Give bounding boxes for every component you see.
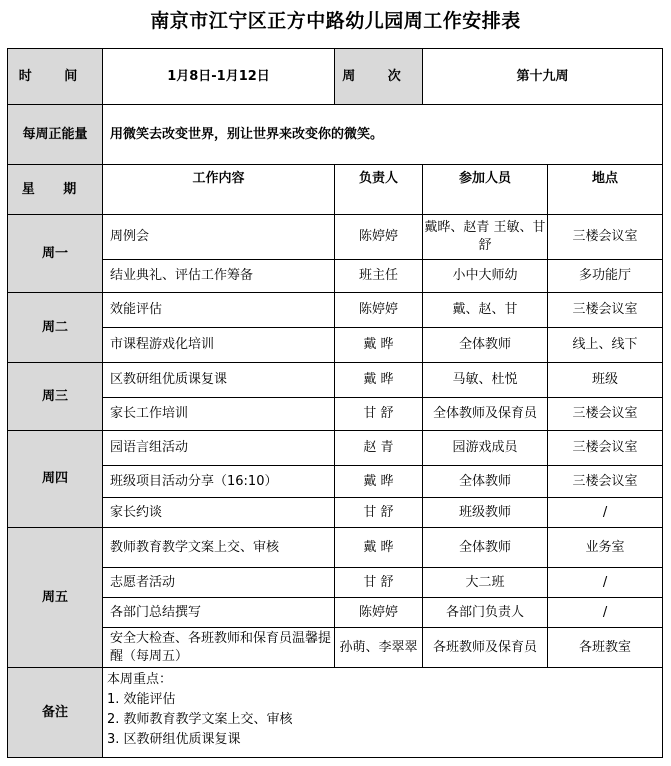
task-participants: 全体教师 bbox=[423, 528, 548, 568]
day-label: 周三 bbox=[8, 363, 103, 431]
table-row bbox=[8, 498, 663, 528]
table-row bbox=[8, 568, 663, 598]
schedule-table bbox=[7, 48, 663, 758]
task-content: 区教研组优质课复课 bbox=[103, 363, 335, 398]
task-owner: 陈婷婷 bbox=[335, 293, 423, 328]
task-owner: 陈婷婷 bbox=[335, 598, 423, 628]
table-row bbox=[8, 628, 663, 668]
task-location: 三楼会议室 bbox=[548, 466, 663, 498]
task-owner: 孙萌、李翠翠 bbox=[335, 628, 423, 668]
motto-label: 每周正能量 bbox=[8, 105, 103, 165]
task-content: 家长工作培训 bbox=[103, 398, 335, 431]
task-location: 三楼会议室 bbox=[548, 293, 663, 328]
task-participants: 班级教师 bbox=[423, 498, 548, 528]
day-label: 周四 bbox=[8, 431, 103, 528]
task-participants: 全体教师 bbox=[423, 466, 548, 498]
task-participants: 各部门负责人 bbox=[423, 598, 548, 628]
task-location: 各班教室 bbox=[548, 628, 663, 668]
motto-text: 用微笑去改变世界，别让世界来改变你的微笑。 bbox=[103, 105, 663, 165]
table-row bbox=[8, 215, 663, 260]
col-owner: 负责人 bbox=[335, 165, 423, 215]
task-owner: 戴 晔 bbox=[335, 528, 423, 568]
col-content: 工作内容 bbox=[103, 165, 335, 215]
time-label: 时 间 bbox=[8, 49, 103, 105]
task-participants: 全体教师 bbox=[423, 328, 548, 363]
task-owner: 戴 晔 bbox=[335, 328, 423, 363]
day-label: 周五 bbox=[8, 528, 103, 668]
motto-row bbox=[8, 105, 663, 165]
task-content: 结业典礼、评估工作筹备 bbox=[103, 260, 335, 293]
task-owner: 甘 舒 bbox=[335, 498, 423, 528]
task-participants: 马敏、杜悦 bbox=[423, 363, 548, 398]
task-location: 三楼会议室 bbox=[548, 398, 663, 431]
table-row bbox=[8, 328, 663, 363]
table-row bbox=[8, 466, 663, 498]
col-day: 星 期 bbox=[8, 165, 103, 215]
table-row bbox=[8, 260, 663, 293]
task-content: 志愿者活动 bbox=[103, 568, 335, 598]
table-row bbox=[8, 598, 663, 628]
task-owner: 戴 晔 bbox=[335, 363, 423, 398]
week-label: 周 次 bbox=[335, 49, 423, 105]
date-range: 1月8日-1月12日 bbox=[103, 49, 335, 105]
task-content: 周例会 bbox=[103, 215, 335, 260]
notes-item: 2. 教师教育教学文案上交、审核 bbox=[107, 712, 293, 727]
task-owner: 班主任 bbox=[335, 260, 423, 293]
task-content: 市课程游戏化培训 bbox=[103, 328, 335, 363]
day-label: 周一 bbox=[8, 215, 103, 293]
task-location: 三楼会议室 bbox=[548, 431, 663, 466]
task-participants: 戴晔、赵青 王敏、甘舒 bbox=[423, 215, 548, 260]
task-location: 多功能厅 bbox=[548, 260, 663, 293]
task-participants: 戴、赵、甘 bbox=[423, 293, 548, 328]
task-owner: 甘 舒 bbox=[335, 398, 423, 431]
notes-label: 备注 bbox=[8, 668, 103, 758]
task-location: / bbox=[548, 568, 663, 598]
task-content: 园语言组活动 bbox=[103, 431, 335, 466]
col-location: 地点 bbox=[548, 165, 663, 215]
task-owner: 赵 青 bbox=[335, 431, 423, 466]
task-owner: 甘 舒 bbox=[335, 568, 423, 598]
col-participants: 参加人员 bbox=[423, 165, 548, 215]
notes-item: 1. 效能评估 bbox=[107, 692, 176, 707]
task-participants: 小中大师幼 bbox=[423, 260, 548, 293]
page-title: 南京市江宁区正方中路幼儿园周工作安排表 bbox=[150, 10, 521, 32]
column-header-row bbox=[8, 165, 663, 215]
week-value: 第十九周 bbox=[423, 49, 663, 105]
task-location: 三楼会议室 bbox=[548, 215, 663, 260]
header-row bbox=[8, 49, 663, 105]
task-location: 班级 bbox=[548, 363, 663, 398]
task-content: 家长约谈 bbox=[103, 498, 335, 528]
task-owner: 陈婷婷 bbox=[335, 215, 423, 260]
notes-row bbox=[8, 668, 663, 758]
task-content: 教师教育教学文案上交、审核 bbox=[103, 528, 335, 568]
task-participants: 全体教师及保育员 bbox=[423, 398, 548, 431]
task-location: / bbox=[548, 598, 663, 628]
table-row bbox=[8, 398, 663, 431]
task-location: 业务室 bbox=[548, 528, 663, 568]
table-row bbox=[8, 363, 663, 398]
task-location: 线上、线下 bbox=[548, 328, 663, 363]
notes-content bbox=[103, 668, 663, 758]
day-label: 周二 bbox=[8, 293, 103, 363]
notes-heading: 本周重点： bbox=[107, 672, 173, 687]
task-owner: 戴 晔 bbox=[335, 466, 423, 498]
table-row bbox=[8, 293, 663, 328]
task-content: 安全大检查、各班教师和保育员温馨提醒（每周五） bbox=[103, 628, 335, 668]
table-row bbox=[8, 431, 663, 466]
notes-item: 3. 区教研组优质课复课 bbox=[107, 732, 241, 747]
task-content: 班级项目活动分享（16:10） bbox=[103, 466, 335, 498]
table-row bbox=[8, 528, 663, 568]
task-location: / bbox=[548, 498, 663, 528]
task-content: 效能评估 bbox=[103, 293, 335, 328]
task-participants: 大二班 bbox=[423, 568, 548, 598]
task-participants: 各班教师及保育员 bbox=[423, 628, 548, 668]
task-participants: 园游戏成员 bbox=[423, 431, 548, 466]
task-content: 各部门总结撰写 bbox=[103, 598, 335, 628]
